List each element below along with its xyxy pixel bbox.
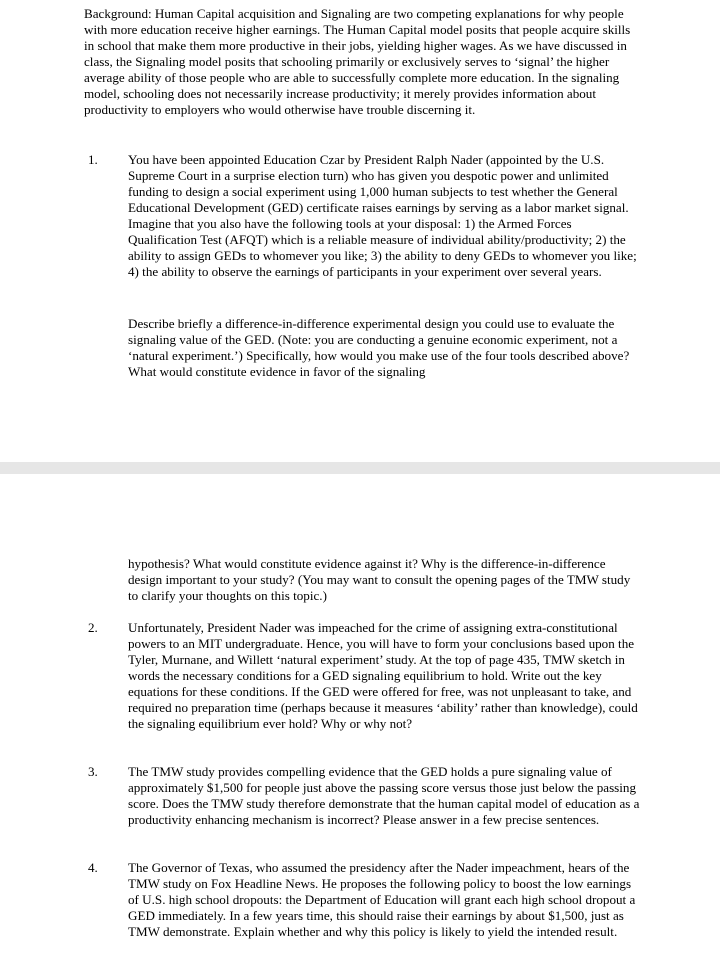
page-separator bbox=[0, 462, 720, 474]
question-1-continuation: hypothesis? What would constitute evidence against it? Why is the difference-in-difference design important to your study? (You may want to consult the opening pages of the TMW study to clarify your thoughts on this topic.) bbox=[128, 556, 631, 603]
question-4-text: The Governor of Texas, who assumed the presidency after the Nader impeachment, hears of the TMW study on Fox Headline News. He proposes the following policy to boost the low earnings of U.S. high school dropouts: the Department of Education will grant each high school dropout a GED immediately. In a few years time, this should raise their earnings by about $1,500, just as TMW demonstrate. Explain whether and why this policy is likely to yield the intended result. bbox=[128, 860, 636, 939]
question-4-number: 4. bbox=[88, 860, 98, 875]
question-3-text: The TMW study provides compelling evidence that the GED holds a pure signaling value of approximately $1,500 for people just above the passing score versus those just below the passing score. Does the TMW study therefore demonstrate that the human capital model of education as a productivity enhancing mechanism is incorrect? Please answer in a few precise sentences. bbox=[128, 764, 640, 827]
question-1-instructions: Describe briefly a difference-in-difference experimental design you could use to evaluate the signaling value of the GED. (Note: you are conducting a genuine economic experiment, not a ‘natural experiment.’) Specifically, how would you make use of the four tools described above? What would constitute evidence in favor of the signaling bbox=[128, 316, 630, 379]
question-1-text: You have been appointed Education Czar by President Ralph Nader (appointed by the U.S. Supreme Court in a surprise election turn) who has given you despotic power and unlimited funding to design a social experiment using 1,000 human subjects to test whether the General Educational Development (GED) certificate raises earnings by serving as a labor market signal. Imagine that you also have the following tools at your disposal: 1) the Armed Forces Qualification Test (AFQT) which is a reliable measure of individual ability/productivity; 2) the ability to assign GEDs to whomever you like; 3) the ability to deny GEDs to whomever you like; 4) the ability to observe the earnings of participants in your experiment over several years. bbox=[128, 152, 637, 279]
question-3-number: 3. bbox=[88, 764, 98, 779]
background-paragraph: Background: Human Capital acquisition and Signaling are two competing explanations for why people with more education receive higher earnings. The Human Capital model posits that people acquire skills in school that make them more productive in their jobs, yielding higher wages. As we have discussed in class, the Signaling model posits that schooling primarily or exclusively serves to ‘signal’ the higher average ability of those people who are able to successfully complete more education. In the signaling model, schooling does not necessarily increase productivity; it merely provides information about productivity to employers who would otherwise have trouble discerning it. bbox=[84, 6, 631, 117]
question-2-number: 2. bbox=[88, 620, 98, 635]
question-1-number: 1. bbox=[88, 152, 98, 167]
question-2-text: Unfortunately, President Nader was impeached for the crime of assigning extra-constitutional powers to an MIT undergraduate. Hence, you will have to form your conclusions based upon the Tyler, Murnane, and Willett ‘natural experiment’ study. At the top of page 435, TMW sketch in words the necessary conditions for a GED signaling equilibrium to hold. Write out the key equations for these conditions. If the GED were offered for free, was not unpleasant to take, and required no preparation time (perhaps because it measures ‘ability’ rather than knowledge), could the signaling equilibrium ever hold? Why or why not? bbox=[128, 620, 638, 731]
